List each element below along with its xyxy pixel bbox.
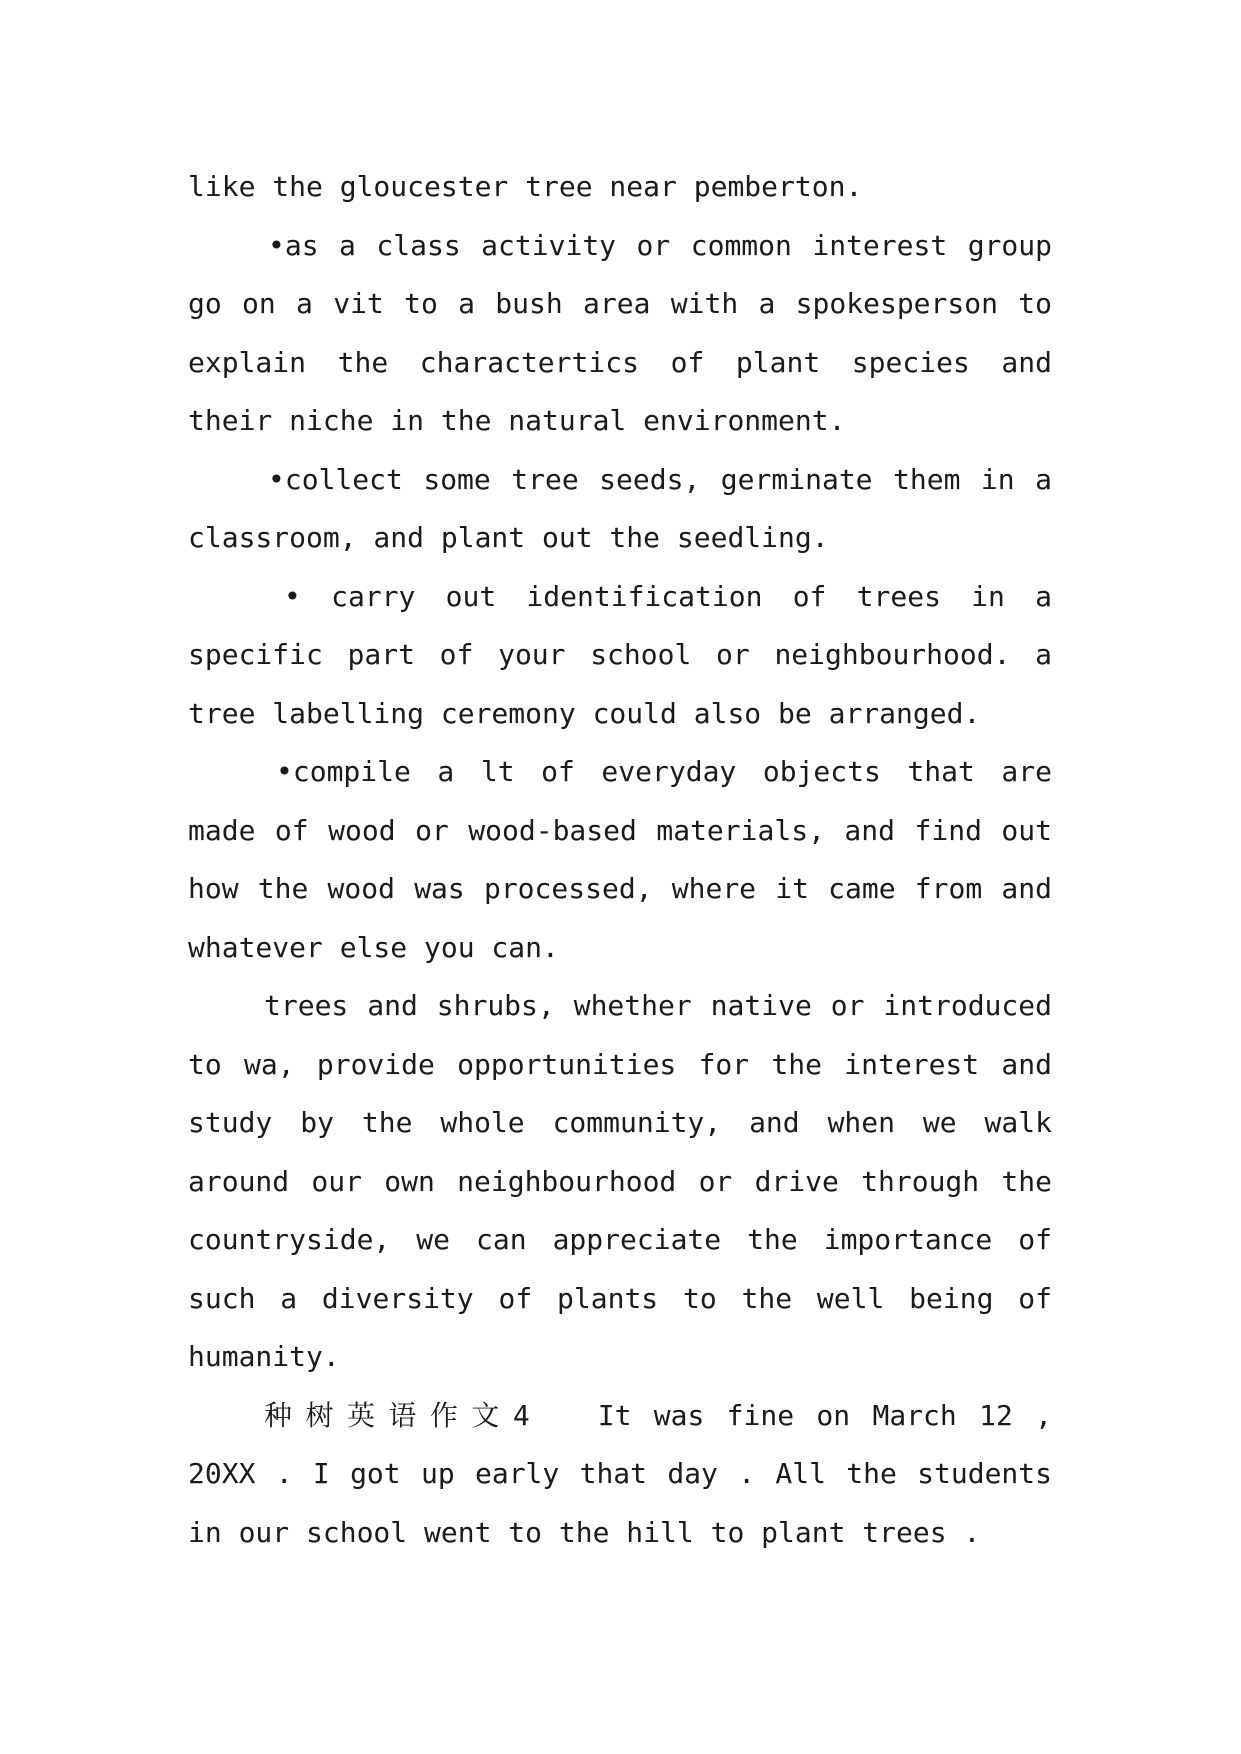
bullet-identification: • carry out identification of trees in a specific part of your school or neighbourhood. a tree labelling ceremony could also be arranged. <box>188 579 1052 730</box>
paragraph-trees-shrubs: trees and shrubs, whether native or introduced to wa, provide opportunities for the interest and study by the whole community, and when we walk around our own neighbourhood or drive through the countryside, we can appreciate the importance of such a diversity of plants to the well being of humanity. <box>188 989 1052 1373</box>
essay-heading: 种树英语作文4 <box>264 1398 538 1432</box>
essay-text: It was fine on March 12 , 20XX . I got up early that day . All the students in our school went to the hill to plant trees . <box>188 1398 1053 1549</box>
paragraph-continuation: like the gloucester tree near pemberton. <box>188 170 863 203</box>
bullet-class-activity: •as a class activity or common interest group go on a vit to a bush area with a spokesperson to explain the charactertics of plant species and their niche in the natural environment. <box>188 228 1052 437</box>
paragraph-essay-4 <box>188 1387 1052 1563</box>
bullet-collect-seeds: •collect some tree seeds, germinate them in a classroom, and plant out the seedling. <box>188 462 1052 554</box>
document-body <box>188 158 1052 1562</box>
bullet-compile-list: •compile a lt of everyday objects that are made of wood or wood-based materials, and find out how the wood was processed, where it came from and whatever else you can. <box>188 755 1052 964</box>
